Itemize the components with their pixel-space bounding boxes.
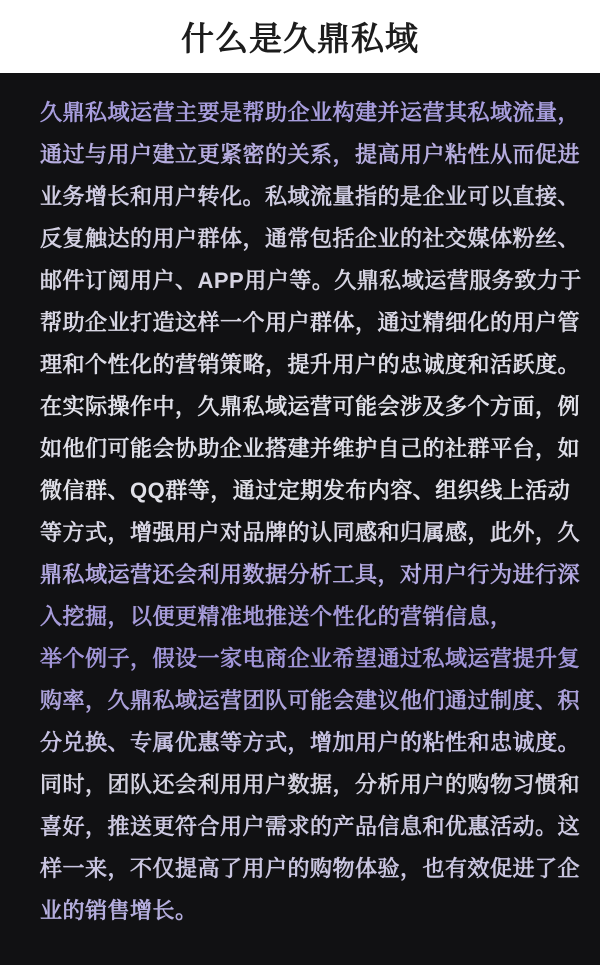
body-text-panel — [0, 73, 600, 965]
text-line: 同时，团队还会利用用户数据，分析用户的购物习惯和 — [40, 772, 581, 797]
text-line: 反复触达的用户群体，通常包括企业的社交媒体粉丝、 — [40, 226, 581, 251]
text-line: 业的销售增长。 — [40, 898, 198, 923]
text-line: 业务增长和用户转化。私域流量指的是企业可以直接、 — [40, 184, 581, 209]
text-line: 久鼎私域运营主要是帮助企业构建并运营其私域流量， — [40, 100, 581, 125]
page-title: 什么是久鼎私域 — [181, 20, 419, 57]
text-line: 入挖掘，以便更精准地推送个性化的营销信息， — [40, 604, 513, 629]
text-line: 微信群、QQ群等，通过定期发布内容、组织线上活动 — [40, 478, 571, 503]
text-line: 理和个性化的营销策略，提升用户的忠诚度和活跃度。 — [40, 352, 581, 377]
text-line: 等方式，增强用户对品牌的认同感和归属感，此外，久 — [40, 520, 581, 545]
text-line: 鼎私域运营还会利用数据分析工具，对用户行为进行深 — [40, 562, 581, 587]
text-line: 分兑换、专属优惠等方式，增加用户的粘性和忠诚度。 — [40, 730, 581, 755]
text-line: 邮件订阅用户、APP用户等。久鼎私域运营服务致力于 — [40, 268, 582, 293]
text-line: 喜好，推送更符合用户需求的产品信息和优惠活动。这 — [40, 814, 581, 839]
text-line: 样一来，不仅提高了用户的购物体验，也有效促进了企 — [40, 856, 581, 881]
text-line: 帮助企业打造这样一个用户群体，通过精细化的用户管 — [40, 310, 581, 335]
text-line: 如他们可能会协助企业搭建并维护自己的社群平台，如 — [40, 436, 581, 461]
text-line: 举个例子，假设一家电商企业希望通过私域运营提升复 — [40, 646, 581, 671]
text-line: 在实际操作中，久鼎私域运营可能会涉及多个方面，例 — [40, 394, 581, 419]
page-header — [0, 0, 600, 73]
text-line: 购率，久鼎私域运营团队可能会建议他们通过制度、积 — [40, 688, 581, 713]
text-line: 通过与用户建立更紧密的关系，提高用户粘性从而促进 — [40, 142, 581, 167]
